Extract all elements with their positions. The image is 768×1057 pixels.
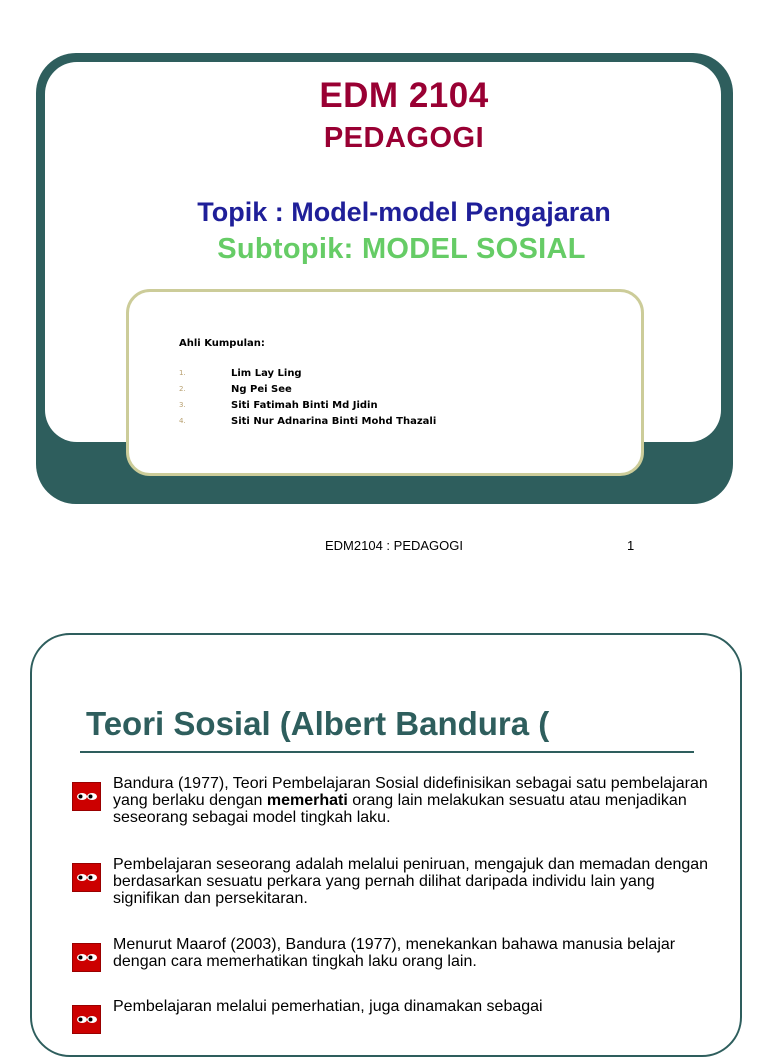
bullet-text: Bandura (1977), Teori Pembelajaran Sosial didefinisikan sebagai satu pembelajaran yang berlaku dengan memerhati orang lain melakukan sesuatu atau menjadikan seseorang sebagai model tingkah laku. [113,775,708,826]
member-number: 3. [179,401,186,409]
eyes-bullet-icon [72,782,101,811]
group-members-box [126,289,644,476]
member-name: Lim Lay Ling [231,368,302,379]
slide-footer-title: EDM2104 : PEDAGOGI [325,538,463,553]
member-number: 2. [179,385,186,393]
eyes-bullet-icon [72,863,101,892]
heading-divider [80,751,694,753]
subtopic-heading: Subtopik: MODEL SOSIAL [217,233,586,265]
slide-page-number: 1 [627,538,635,553]
member-name: Siti Fatimah Binti Md Jidin [231,400,378,411]
slide2-frame [30,633,742,1057]
course-name-subtitle: PEDAGOGI [323,122,485,154]
member-name: Ng Pei See [231,384,292,395]
group-members-label: Ahli Kumpulan: [179,338,265,349]
eyes-bullet-icon [72,1005,101,1034]
member-number: 4. [179,417,186,425]
member-name: Siti Nur Adnarina Binti Mohd Thazali [231,416,437,427]
slide2-heading: Teori Sosial (Albert Bandura ( [86,705,550,742]
eyes-bullet-icon [72,943,101,972]
bullet-text: Pembelajaran seseorang adalah melalui peniruan, mengajuk dan memadan dengan berdasarkan sesuatu perkara yang pernah dilihat daripada individu lain yang signifikan dan persekitaran. [113,856,709,907]
bullet-text: Menurut Maarof (2003), Bandura (1977), menekankan bahawa manusia belajar dengan cara memerhatikan tingkah laku orang lain. [113,936,676,970]
member-number: 1. [179,369,186,377]
bullet-text: Pembelajaran melalui pemerhatian, juga dinamakan sebagai [113,998,543,1015]
topic-heading: Topik : Model-model Pengajaran [197,197,611,227]
course-code-title: EDM 2104 [319,76,489,115]
